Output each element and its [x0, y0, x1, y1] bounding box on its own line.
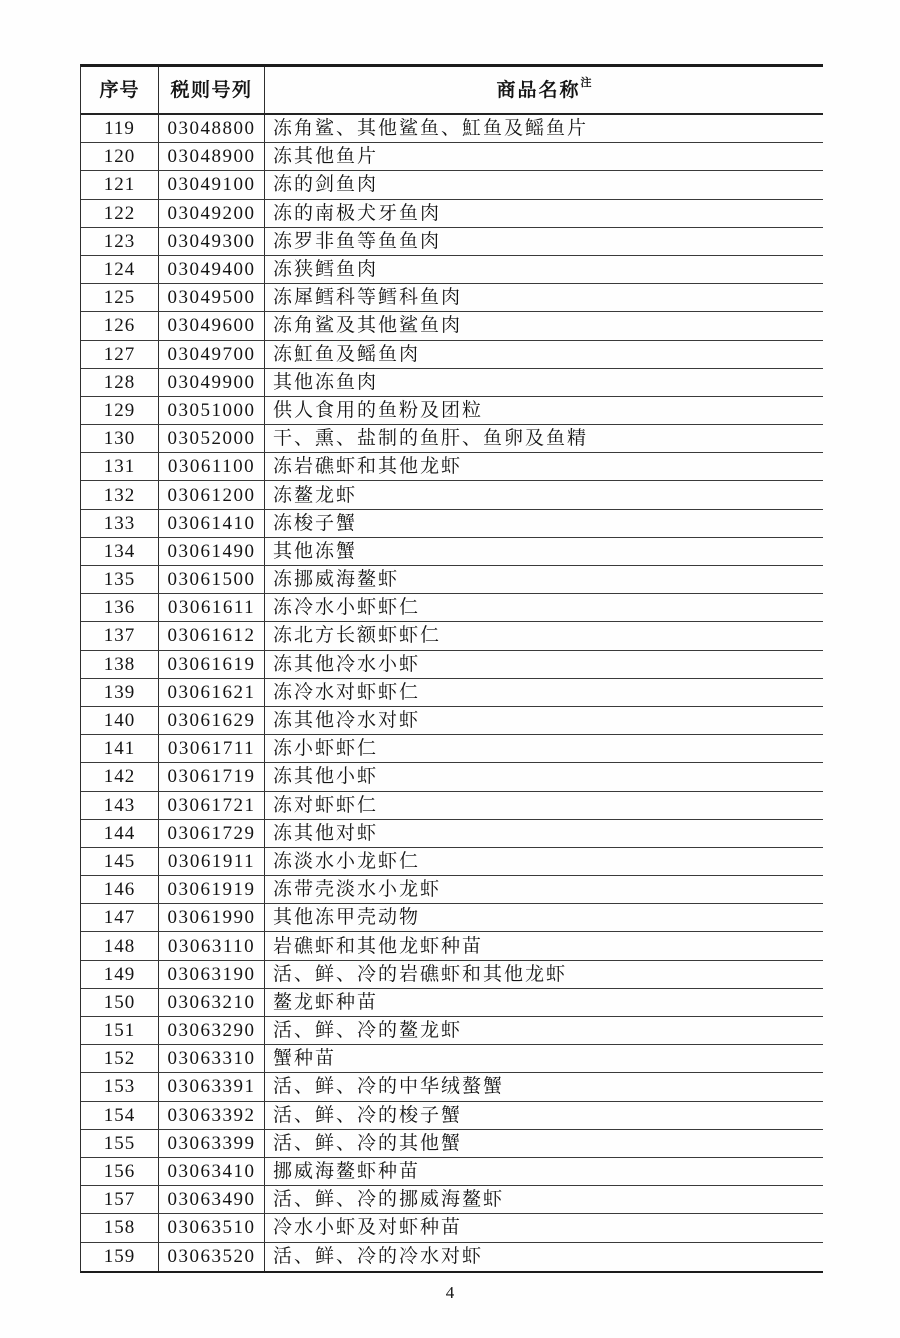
row-number: 155: [81, 1130, 159, 1157]
tariff-code: 03049600: [159, 312, 265, 339]
table-row: [81, 961, 823, 989]
row-number: 133: [81, 510, 159, 537]
row-number: 159: [81, 1243, 159, 1271]
table-row: [81, 1073, 823, 1101]
product-name: 冻冷水对虾虾仁: [273, 681, 421, 703]
product-name: 其他冻甲壳动物: [273, 907, 421, 929]
table-row: [81, 115, 823, 143]
tariff-code: 03051000: [159, 397, 265, 424]
table-row: [81, 707, 823, 735]
product-name: 其他冻鱼肉: [273, 371, 379, 393]
product-name: 冷水小虾及对虾种苗: [273, 1217, 463, 1239]
product-name: 冻对虾虾仁: [273, 794, 379, 816]
product-name: 活、鲜、冷的冷水对虾: [273, 1246, 484, 1268]
table-row: [81, 397, 823, 425]
row-number: 152: [81, 1045, 159, 1072]
tariff-code: 03063190: [159, 961, 265, 988]
table-row: [81, 566, 823, 594]
table-row: [81, 312, 823, 340]
tariff-code: 03063392: [159, 1102, 265, 1129]
tariff-code: 03063210: [159, 989, 265, 1016]
tariff-code: 03061500: [159, 566, 265, 593]
product-name: 冻魟鱼及鳐鱼肉: [273, 343, 421, 365]
table-body: [81, 115, 823, 1271]
row-number: 153: [81, 1073, 159, 1100]
table-row: [81, 1045, 823, 1073]
page-number: 4: [445, 1283, 455, 1302]
product-name: 供人食用的鱼粉及团粒: [273, 399, 484, 421]
row-number: 156: [81, 1158, 159, 1185]
table-row: [81, 792, 823, 820]
table-row: [81, 510, 823, 538]
row-number: 137: [81, 622, 159, 649]
header-note-superscript: 注: [580, 76, 592, 89]
tariff-code: 03063510: [159, 1214, 265, 1241]
row-number: 146: [81, 876, 159, 903]
table-row: [81, 622, 823, 650]
product-name: 冻犀鳕科等鳕科鱼肉: [273, 287, 463, 309]
tariff-code: 03049400: [159, 256, 265, 283]
tariff-code: 03049900: [159, 369, 265, 396]
table-row: [81, 1186, 823, 1214]
product-name: 活、鲜、冷的挪威海鳌虾: [273, 1189, 505, 1211]
row-number: 144: [81, 820, 159, 847]
product-name: 冻小虾虾仁: [273, 738, 379, 760]
product-name: 冻其他对虾: [273, 822, 379, 844]
product-name: 挪威海鳌虾种苗: [273, 1161, 421, 1183]
table-row: [81, 1158, 823, 1186]
product-name: 活、鲜、冷的岩礁虾和其他龙虾: [273, 963, 568, 985]
table-row: [81, 256, 823, 284]
tariff-code: 03061990: [159, 904, 265, 931]
row-number: 141: [81, 735, 159, 762]
tariff-code: 03052000: [159, 425, 265, 452]
tariff-code: 03063290: [159, 1017, 265, 1044]
tariff-code: 03061621: [159, 679, 265, 706]
product-name: 冻北方长额虾虾仁: [273, 625, 442, 647]
table-row: [81, 481, 823, 509]
tariff-code: 03061490: [159, 538, 265, 565]
row-number: 138: [81, 651, 159, 678]
table-row: [81, 1102, 823, 1130]
table-row: [81, 228, 823, 256]
product-name: 活、鲜、冷的梭子蟹: [273, 1104, 463, 1126]
table-row: [81, 538, 823, 566]
row-number: 149: [81, 961, 159, 988]
product-name: 冻角鲨、其他鲨鱼、魟鱼及鳐鱼片: [273, 118, 589, 140]
tariff-code: 03063520: [159, 1243, 265, 1271]
product-name: 鳌龙虾种苗: [273, 991, 379, 1013]
product-name: 冻淡水小龙虾仁: [273, 850, 421, 872]
table-row: [81, 171, 823, 199]
row-number: 151: [81, 1017, 159, 1044]
table-row: [81, 651, 823, 679]
row-number: 128: [81, 369, 159, 396]
product-name: 岩礁虾和其他龙虾种苗: [273, 935, 484, 957]
row-number: 136: [81, 594, 159, 621]
tariff-code: 03049300: [159, 228, 265, 255]
tariff-code: 03061611: [159, 594, 265, 621]
row-number: 132: [81, 481, 159, 508]
product-name: 冻其他冷水对虾: [273, 710, 421, 732]
tariff-code: 03061629: [159, 707, 265, 734]
product-name: 蟹种苗: [273, 1048, 337, 1070]
row-number: 124: [81, 256, 159, 283]
table-row: [81, 763, 823, 791]
tariff-code: 03063310: [159, 1045, 265, 1072]
row-number: 157: [81, 1186, 159, 1213]
row-number: 122: [81, 200, 159, 227]
product-name: 活、鲜、冷的中华绒螯蟹: [273, 1076, 505, 1098]
row-number: 150: [81, 989, 159, 1016]
product-name: 冻其他鱼片: [273, 146, 379, 168]
product-name: 冻鳌龙虾: [273, 484, 358, 506]
table-row: [81, 820, 823, 848]
table-row: [81, 989, 823, 1017]
table-row: [81, 679, 823, 707]
table-row: [81, 735, 823, 763]
product-name: 活、鲜、冷的其他蟹: [273, 1132, 463, 1154]
product-name: 冻的南极犬牙鱼肉: [273, 202, 442, 224]
table-row: [81, 425, 823, 453]
table-row: [81, 341, 823, 369]
row-number: 131: [81, 453, 159, 480]
row-number: 126: [81, 312, 159, 339]
row-number: 123: [81, 228, 159, 255]
tariff-code: 03063391: [159, 1073, 265, 1100]
tariff-code: 03049700: [159, 341, 265, 368]
table-row: [81, 932, 823, 960]
table-row: [81, 143, 823, 171]
tariff-code: 03049200: [159, 200, 265, 227]
table-row: [81, 594, 823, 622]
tariff-code: 03061410: [159, 510, 265, 537]
row-number: 143: [81, 792, 159, 819]
tariff-code: 03063490: [159, 1186, 265, 1213]
table-row: [81, 284, 823, 312]
tariff-code: 03063110: [159, 932, 265, 959]
table-row: [81, 453, 823, 481]
product-name: 冻冷水小虾虾仁: [273, 597, 421, 619]
product-name: 冻挪威海鳌虾: [273, 569, 400, 591]
product-name: 冻狭鳕鱼肉: [273, 259, 379, 281]
table-row: [81, 369, 823, 397]
row-number: 120: [81, 143, 159, 170]
tariff-table: [80, 64, 823, 1273]
table-row: [81, 200, 823, 228]
tariff-code: 03048800: [159, 115, 265, 142]
tariff-code: 03061919: [159, 876, 265, 903]
tariff-code: 03061711: [159, 735, 265, 762]
product-name: 冻带壳淡水小龙虾: [273, 879, 442, 901]
product-name: 冻梭子蟹: [273, 512, 358, 534]
tariff-code: 03061612: [159, 622, 265, 649]
product-name: 冻罗非鱼等鱼鱼肉: [273, 230, 442, 252]
tariff-code: 03063410: [159, 1158, 265, 1185]
header-product-name-label: 商品名称: [496, 79, 581, 101]
row-number: 129: [81, 397, 159, 424]
product-name: 活、鲜、冷的鳌龙虾: [273, 1020, 463, 1042]
row-number: 134: [81, 538, 159, 565]
product-name: 冻的剑鱼肉: [273, 174, 379, 196]
header-product-name: [265, 67, 823, 113]
row-number: 145: [81, 848, 159, 875]
row-number: 130: [81, 425, 159, 452]
row-number: 140: [81, 707, 159, 734]
header-index: 序号: [81, 67, 159, 113]
product-name: 其他冻蟹: [273, 540, 358, 562]
tariff-code: 03061719: [159, 763, 265, 790]
table-row: [81, 876, 823, 904]
header-tariff-code: 税则号列: [159, 67, 265, 113]
row-number: 142: [81, 763, 159, 790]
table-header-row: [81, 67, 823, 115]
tariff-code: 03061911: [159, 848, 265, 875]
row-number: 158: [81, 1214, 159, 1241]
tariff-code: 03061100: [159, 453, 265, 480]
table-row: [81, 848, 823, 876]
product-name: 冻其他冷水小虾: [273, 653, 421, 675]
row-number: 139: [81, 679, 159, 706]
tariff-code: 03063399: [159, 1130, 265, 1157]
tariff-code: 03061721: [159, 792, 265, 819]
table-row: [81, 904, 823, 932]
row-number: 147: [81, 904, 159, 931]
tariff-code: 03061200: [159, 481, 265, 508]
table-row: [81, 1130, 823, 1158]
tariff-code: 03061729: [159, 820, 265, 847]
row-number: 148: [81, 932, 159, 959]
row-number: 125: [81, 284, 159, 311]
row-number: 119: [81, 115, 159, 142]
table-row: [81, 1214, 823, 1242]
row-number: 154: [81, 1102, 159, 1129]
product-name: 冻角鲨及其他鲨鱼肉: [273, 315, 463, 337]
row-number: 135: [81, 566, 159, 593]
tariff-code: 03048900: [159, 143, 265, 170]
row-number: 127: [81, 341, 159, 368]
tariff-code: 03049500: [159, 284, 265, 311]
tariff-code: 03061619: [159, 651, 265, 678]
product-name: 冻岩礁虾和其他龙虾: [273, 456, 463, 478]
table-row: [81, 1243, 823, 1271]
tariff-code: 03049100: [159, 171, 265, 198]
table-row: [81, 1017, 823, 1045]
row-number: 121: [81, 171, 159, 198]
product-name: 干、熏、盐制的鱼肝、鱼卵及鱼精: [273, 428, 589, 450]
product-name: 冻其他小虾: [273, 766, 379, 788]
